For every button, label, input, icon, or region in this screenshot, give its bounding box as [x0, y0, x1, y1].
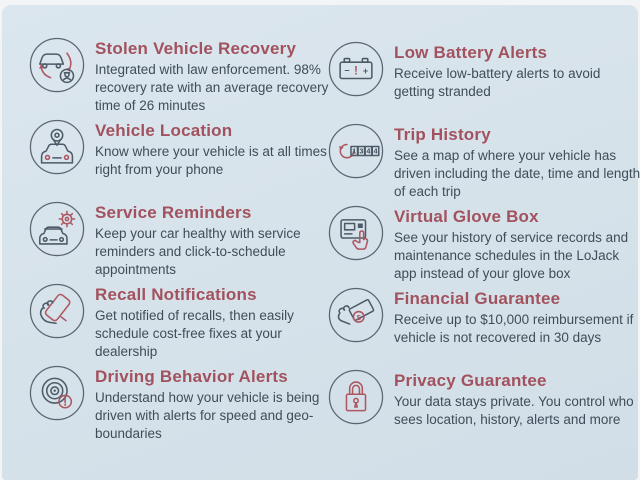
odometer-digit-4: 4: [373, 146, 378, 156]
feature-sheet: [2, 5, 638, 480]
feature-stolen-vehicle-recovery: [28, 36, 333, 118]
feature-description: Keep your car healthy with service reminders and click-to-schedule appointments: [95, 226, 301, 277]
feature-title: Virtual Glove Box: [394, 207, 539, 226]
feature-description: Integrated with law enforcement. 98% recovery rate with an average recovery time of 26 minutes: [95, 62, 329, 113]
odometer-digit-2: 3: [359, 146, 364, 156]
feature-title: Trip History: [394, 125, 491, 144]
features-column-right: [327, 40, 640, 450]
feature-description: See a map of where your vehicle has driven including the date, time and length of each trip: [394, 148, 640, 199]
privacy-guarantee-icon: [327, 368, 385, 426]
feature-trip-history: [327, 122, 640, 204]
feature-title: Vehicle Location: [95, 121, 233, 140]
feature-description: Receive up to $10,000 reimbursement if vehicle is not recovered in 30 days: [394, 312, 634, 345]
trip-history-icon: [327, 122, 385, 180]
odometer-digit-3: 4: [366, 146, 371, 156]
feature-description: See your history of service records and maintenance schedules in the LoJack app instead of your glove box: [394, 230, 629, 281]
coin-dollar-glyph: $: [356, 312, 361, 322]
feature-vehicle-location: [28, 118, 333, 200]
feature-description: Know where your vehicle is at all times right from your phone: [95, 144, 327, 177]
feature-title: Service Reminders: [95, 203, 252, 222]
low-battery-alerts-icon: [327, 40, 385, 98]
driving-behavior-alerts-icon: [28, 364, 86, 422]
financial-guarantee-icon: [327, 286, 385, 344]
feature-title: Financial Guarantee: [394, 289, 561, 308]
feature-recall-notifications: [28, 282, 333, 364]
battery-alert-glyph: !: [354, 64, 358, 78]
feature-title: Low Battery Alerts: [394, 43, 548, 62]
feature-description: Understand how your vehicle is being driven with alerts for speed and geo-boundaries: [95, 390, 320, 441]
feature-financial-guarantee: [327, 286, 640, 368]
feature-title: Privacy Guarantee: [394, 371, 547, 390]
feature-description: Receive low-battery alerts to avoid getting stranded: [394, 66, 601, 99]
odometer-digit-1: 1: [352, 146, 357, 156]
feature-title: Driving Behavior Alerts: [95, 367, 288, 386]
service-reminders-icon: [28, 200, 86, 258]
feature-virtual-glove-box: [327, 204, 640, 286]
stolen-vehicle-recovery-icon: [28, 36, 86, 94]
feature-privacy-guarantee: [327, 368, 640, 450]
feature-service-reminders: [28, 200, 333, 282]
recall-notifications-icon: [28, 282, 86, 340]
feature-low-battery-alerts: [327, 40, 640, 122]
battery-plus-glyph: +: [362, 65, 369, 76]
feature-description: Get notified of recalls, then easily schedule cost-free fixes at your dealership: [95, 308, 294, 359]
feature-description: Your data stays private. You control who sees location, history, alerts and more: [394, 394, 634, 427]
features-column-left: [28, 36, 333, 446]
feature-driving-behavior-alerts: [28, 364, 333, 446]
virtual-glove-box-icon: [327, 204, 385, 262]
feature-title: Recall Notifications: [95, 285, 257, 304]
vehicle-location-icon: [28, 118, 86, 176]
battery-minus-glyph: −: [344, 65, 350, 76]
feature-title: Stolen Vehicle Recovery: [95, 39, 297, 58]
